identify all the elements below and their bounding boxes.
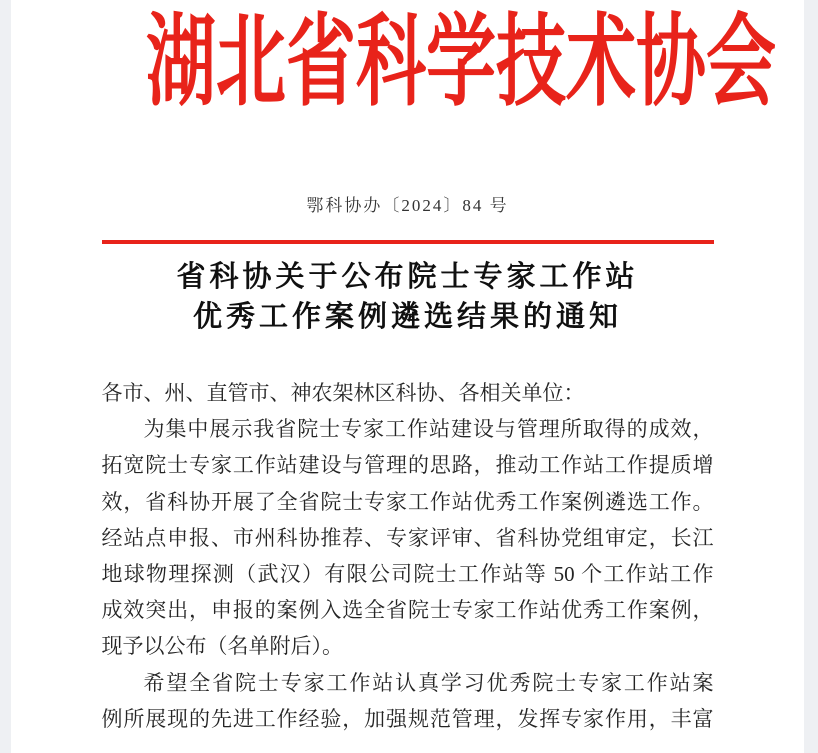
- letterhead-divider-line: [102, 240, 714, 244]
- body-text: [102, 375, 714, 737]
- body-line: 成效突出，申报的案例入选全省院士专家工作站优秀工作案例，: [101, 598, 714, 623]
- doc-number: 鄂科协办〔2024〕84 号: [306, 196, 509, 215]
- viewer-gutter-left: [0, 0, 11, 753]
- body-line: 效，省科协开展了全省院士专家工作站优秀工作案例遴选工作。: [101, 489, 714, 514]
- notice-title: [11, 257, 804, 337]
- body-line: 地球物理探测（武汉）有限公司院士工作站等 50 个工作站工作: [101, 562, 714, 587]
- body-line: 例所展现的先进工作经验，加强规范管理，发挥专家作用，丰富: [101, 706, 714, 731]
- notice-title-line2: 优秀工作案例遴选结果的通知: [192, 301, 622, 333]
- body-line: 为集中展示我省院士专家工作站建设与管理所取得的成效，: [143, 417, 714, 442]
- body-line: 各市、州、直管市、神农架林区科协、各相关单位：: [101, 381, 585, 405]
- letterhead-org-name: 湖北省科学技术协会: [146, 7, 776, 118]
- body-line: 拓宽院士专家工作站建设与管理的思路，推动工作站工作提质增: [101, 453, 714, 478]
- document-page: [11, 0, 804, 753]
- viewer-gutter-right: [804, 0, 818, 753]
- body-line: 经站点申报、市州科协推荐、专家评审、省科协党组审定，长江: [101, 525, 714, 550]
- letterhead: [11, 7, 804, 118]
- body-line: 现予以公布（名单附后）。: [101, 634, 343, 659]
- notice-title-line1: 省科协关于公布院士专家工作站: [176, 261, 639, 293]
- body-line: 希望全省院士专家工作站认真学习优秀院士专家工作站案: [143, 670, 714, 695]
